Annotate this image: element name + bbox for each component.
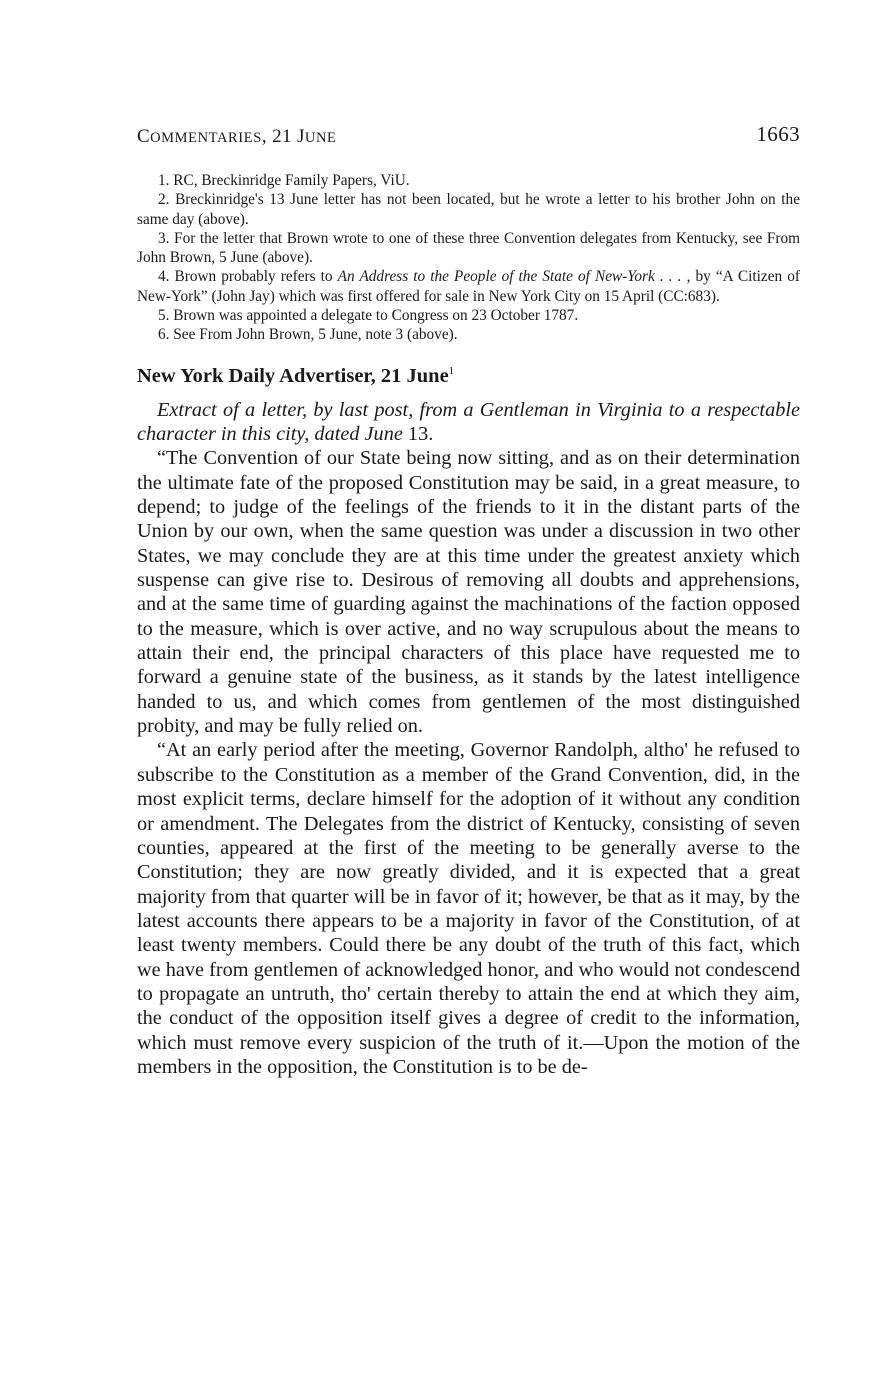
paragraph-1: “The Convention of our State being now sitting, and as on their determination the ultimate fate of the proposed Constitution may be said, in a great measure, to depend; to judge of the feelings of the friends to it in the distant parts of the Union by our own, when the same question was under a discussion in two other States, we may conclude they are at this time under the greatest anxiety which suspense can give rise to. Desirous of removing all doubts and apprehensions, and at the same time of guarding against the machinations of the faction opposed to the measure, which is over active, and no way scrupulous about the means to attain their end, the principal characters of this place have requested me to forward a genuine state of the business, as it stands by the latest intelligence handed to us, and which comes from gentlemen of the most distinguished probity, and may be fully relied on. [137, 447, 800, 738]
running-head-smallcaps: OMMENTARIES [150, 130, 262, 146]
note-1: 1. RC, Breckinridge Family Papers, ViU. [158, 172, 410, 189]
note-2: 2. Breckinridge's 13 June letter has not been located, but he wrote a letter to his brother John on the same day (above). [137, 191, 800, 228]
running-head-month: UNE [304, 130, 337, 146]
running-head [137, 118, 800, 154]
section-heading [137, 363, 800, 389]
note-reference: 1 [448, 364, 455, 377]
running-head-initial: C [137, 126, 151, 147]
document-page [137, 118, 800, 1079]
note-5: 5. Brown was appointed a delegate to Congress on 23 October 1787. [158, 307, 579, 325]
letter-body [137, 398, 800, 1080]
extract-line [137, 398, 800, 447]
running-head-date: , 21 J [261, 126, 305, 147]
note-4 [137, 267, 800, 306]
note-4-title: An Address to the People of the State of New-York . . . [337, 268, 682, 286]
running-head-title [137, 126, 337, 148]
endnotes [137, 171, 800, 345]
page-number: 1663 [756, 122, 800, 146]
note-4-intro: 4. Brown probably refers to [158, 268, 338, 286]
note-4-rest: , by “A Citizen of New-York” (John Jay) which was first offered for sale in New York City on 15 April (CC:683). [137, 268, 800, 305]
note-6: 6. See From John Brown, 5 June, note 3 (above). [158, 326, 458, 344]
note-3: 3. For the letter that Brown wrote to one of these three Convention delegates from Kentucky, see From John Brown, 5 June (above). [137, 229, 800, 267]
paragraph-2: “At an early period after the meeting, Governor Randolph, altho' he refused to subscribe to the Constitution as a member of the Grand Convention, did, in the most explicit terms, declare himself for the adoption of it without any condition or amendment. The Delegates from the district of Kentucky, consisting of seven counties, appeared at the first of the meeting to be generally averse to the Constitution; they are now greatly divided, and it is expected that a great majority from that quarter will be in favor of it; however, be that as it may, by the latest accounts there appears to be a majority in favor of the Constitution, of at least twenty members. Could there be any doubt of the truth of this fact, which we have from gentlemen of acknowledged honor, and who would not condescend to propagate an untruth, tho' certain thereby to attain the end at which they aim, the conduct of the opposition itself gives a degree of credit to the information, which must remove every suspicion of the truth of it.—Upon the motion of the members in the opposition, the Constitution is to be de- [137, 739, 800, 1078]
extract-italic: Extract of a letter, by last post, from a Gentleman in Virginia to a respectable character in this city, dated June [137, 398, 800, 446]
section-heading-text: New York Daily Advertiser, 21 June [137, 364, 449, 387]
extract-date: 13. [402, 423, 434, 446]
